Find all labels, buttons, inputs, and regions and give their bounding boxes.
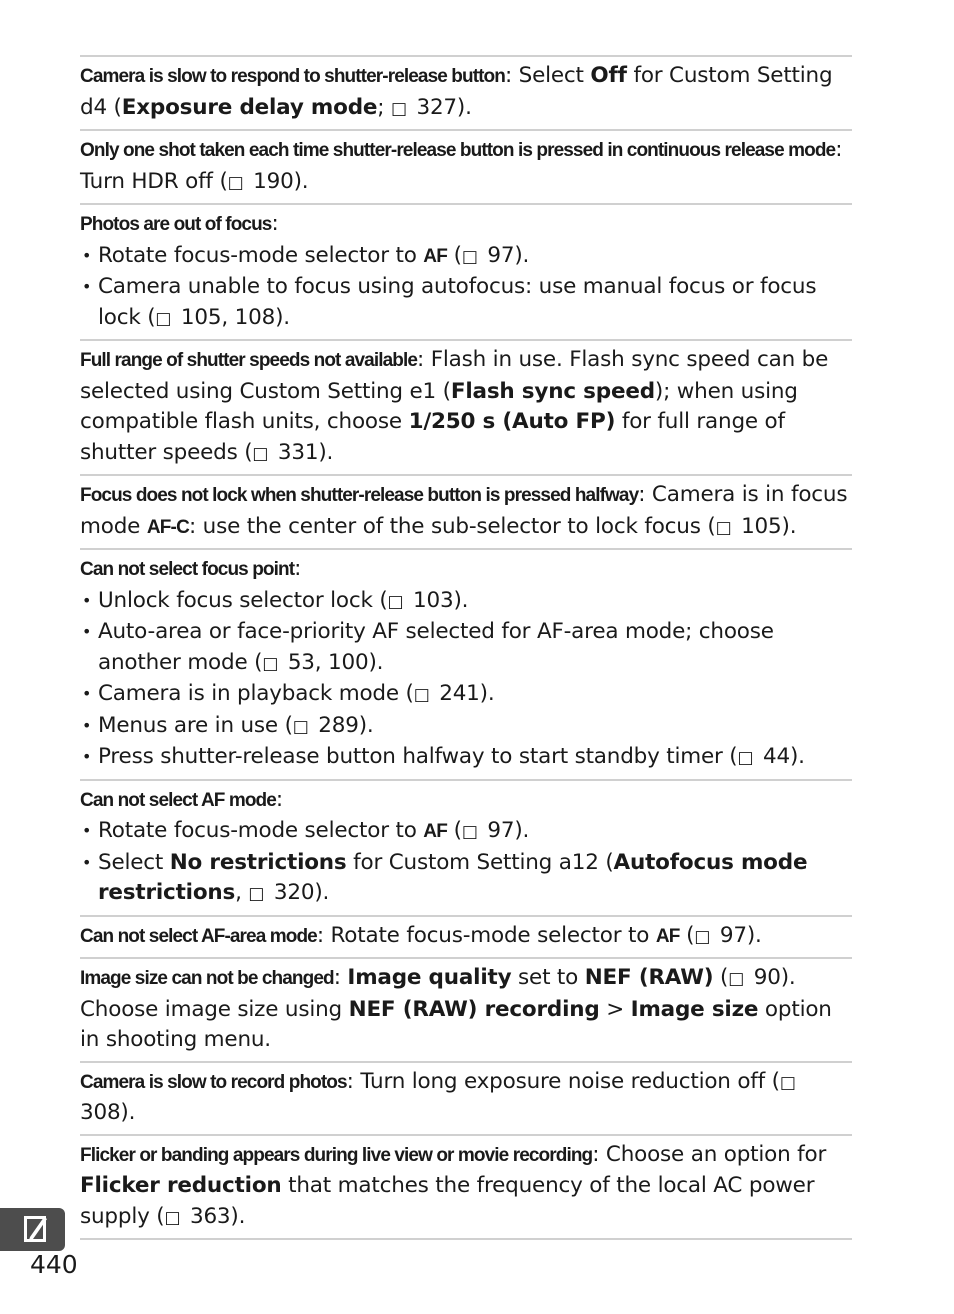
body-text: : use the center of the sub-selector to lock focus ( [189, 513, 716, 539]
body-text: 103). [406, 587, 469, 613]
body-text: 190). [246, 168, 309, 194]
entry-heading: Can not select AF mode [80, 789, 276, 811]
troubleshooting-entry [80, 1061, 852, 1134]
entry-heading: Camera is slow to record photos [80, 1071, 347, 1093]
bold-term: NEF (RAW) recording [348, 996, 600, 1022]
entry-paragraph [80, 61, 852, 124]
entry-heading: Focus does not lock when shutter-release button is pressed halfway [80, 485, 639, 506]
body-text: Rotate focus-mode selector to [98, 818, 424, 843]
manual-page-reference-icon: □ [413, 685, 430, 705]
manual-page-reference-icon: □ [461, 822, 478, 842]
bullet-list [80, 241, 852, 335]
body-text: : Choose an option for [592, 1141, 827, 1167]
body-text: : Camera is in focus mode [80, 482, 848, 539]
manual-page-reference-icon: □ [164, 1207, 181, 1228]
body-text: > [599, 996, 631, 1022]
entry-paragraph [80, 345, 852, 469]
body-text: 327). [409, 94, 472, 120]
manual-page-reference-icon: □ [390, 98, 407, 119]
entry-paragraph [80, 785, 852, 817]
body-text: Unlock focus selector lock ( [98, 587, 388, 613]
manual-page-reference-icon: □ [262, 653, 279, 674]
entry-heading: Camera is slow to respond to shutter-release button [80, 66, 505, 87]
body-text: : [333, 965, 348, 990]
troubleshooting-entry [80, 339, 852, 474]
bold-term: Flash sync speed [450, 378, 655, 404]
manual-page-reference-icon: □ [227, 172, 244, 193]
bullet-item [80, 711, 852, 743]
bold-term: 1/250 s (Auto FP) [408, 409, 616, 434]
body-text: Press shutter-release button halfway to start standby timer ( [98, 744, 738, 769]
body-text: ( [447, 242, 462, 268]
manual-page-reference-icon: □ [715, 517, 732, 538]
body-text: : Select [504, 63, 591, 88]
manual-page-reference-icon: □ [694, 926, 711, 947]
bold-term: No restrictions [169, 849, 347, 875]
troubleshooting-entry [80, 129, 852, 203]
body-text: 97). [480, 818, 530, 843]
bold-term: Image size [630, 996, 759, 1022]
body-text: : Turn HDR off ( [80, 137, 843, 194]
bold-term: Flicker reduction [80, 1173, 282, 1198]
troubleshooting-entry [80, 548, 852, 779]
body-text: 53, 100). [281, 649, 384, 675]
troubleshooting-entry [80, 915, 852, 958]
manual-page-reference-icon: □ [737, 748, 754, 768]
manual-page-reference-icon: □ [387, 591, 404, 612]
pencil-note-icon [0, 1208, 65, 1251]
bullet-item [80, 617, 852, 679]
body-text: ; [377, 94, 391, 120]
entry-heading: Image size can not be changed [80, 968, 334, 989]
body-text: 97). [713, 922, 762, 948]
body-text: 241). [432, 681, 495, 706]
body-text: ( [679, 922, 695, 948]
troubleshooting-entry [80, 203, 852, 339]
bullet-item [80, 272, 852, 334]
bold-term: Image quality [347, 965, 512, 990]
manual-page-reference-icon: □ [728, 969, 745, 989]
pencil-note-icon-graphic [0, 1208, 65, 1251]
troubleshooting-entry [80, 55, 852, 129]
manual-page-reference-icon: □ [248, 884, 265, 904]
body-text: Auto-area or face-priority AF selected for AF-area mode; choose another mode ( [98, 619, 774, 675]
troubleshooting-entry [80, 1134, 852, 1241]
entry-heading: Can not select AF-area mode [80, 925, 317, 947]
bullet-item [80, 241, 852, 273]
body-text: set to [511, 965, 585, 990]
manual-page-reference-icon: □ [155, 308, 172, 329]
body-text: Rotate focus-mode selector to [98, 242, 424, 268]
body-text: : [271, 211, 279, 236]
body-text: 289). [311, 712, 374, 738]
entry-paragraph [80, 963, 852, 1056]
body-text: for full range of shutter speeds ( [80, 409, 785, 465]
entry-heading: Photos are out of focus [80, 214, 272, 235]
entry-heading: Flicker or banding appears during live view or movie recording [80, 1144, 593, 1166]
bullet-item [80, 848, 852, 910]
body-text: option in shooting menu. [80, 996, 832, 1052]
body-text: ( [713, 965, 729, 990]
entry-paragraph [80, 1067, 852, 1129]
bullet-list [80, 586, 852, 774]
entry-paragraph [80, 1140, 852, 1234]
manual-page-reference-icon: □ [461, 246, 478, 267]
body-text: 105, 108). [174, 304, 290, 330]
troubleshooting-entry [80, 957, 852, 1061]
body-text: that matches the frequency of the local AC power supply ( [80, 1173, 815, 1229]
body-text: Camera unable to focus using autofocus: use manual focus or focus lock ( [98, 274, 817, 330]
page-number: 440 [30, 1250, 78, 1279]
body-text: 97). [480, 242, 530, 268]
body-text: 90). Choose image size using [80, 965, 796, 1022]
bold-term: Off [590, 63, 627, 88]
body-text: , [235, 880, 249, 905]
entry-heading: Only one shot taken each time shutter-release button is pressed in continuous release mode [80, 140, 836, 161]
bullet-item [80, 586, 852, 618]
entry-heading: Can not select focus point [80, 559, 295, 580]
body-text: Camera is in playback mode ( [98, 681, 414, 706]
manual-page-reference-icon: □ [252, 443, 269, 464]
body-text: for Custom Setting d4 ( [80, 63, 833, 120]
bullet-list [80, 816, 852, 910]
mode-label: AF [423, 821, 448, 842]
body-text: ( [447, 818, 462, 843]
bold-term: Exposure delay mode [121, 94, 378, 120]
manual-page-reference-icon: □ [292, 716, 309, 737]
bullet-item [80, 742, 852, 774]
body-text: 44). [756, 744, 805, 769]
bullet-item [80, 679, 852, 711]
manual-page-reference-icon: □ [779, 1072, 796, 1093]
mode-label: AF [423, 245, 448, 267]
body-text: Select [98, 849, 170, 875]
body-text: 105). [734, 513, 797, 539]
entry-paragraph [80, 135, 852, 198]
bullet-item [80, 816, 852, 848]
body-text: : Rotate focus-mode selector to [316, 922, 656, 948]
entry-paragraph [80, 921, 852, 953]
body-text: : Flash in use. Flash sync speed can be selected using Custom Setting e1 ( [80, 347, 829, 404]
body-text: Menus are in use ( [98, 712, 293, 738]
body-text: 320). [267, 880, 330, 905]
body-text: 363). [183, 1203, 246, 1229]
mode-label: AF-C [146, 516, 189, 538]
troubleshooting-entry [80, 474, 852, 548]
entry-paragraph [80, 480, 852, 543]
entry-paragraph [80, 554, 852, 586]
body-text: : [294, 556, 302, 581]
mode-label: AF [655, 925, 680, 947]
body-text: for Custom Setting a12 ( [346, 849, 614, 875]
body-text: 308). [80, 1100, 136, 1125]
bold-term: NEF (RAW) [584, 965, 714, 990]
entry-heading: Full range of shutter speeds not available [80, 350, 418, 371]
troubleshooting-list [80, 55, 852, 1240]
entry-paragraph [80, 209, 852, 241]
bold-term: Autofocus mode restrictions [98, 849, 808, 905]
body-text: ); when using compatible flash units, choose [80, 378, 798, 434]
body-text: : Turn long exposure noise reduction off ( [346, 1068, 780, 1094]
troubleshooting-entry [80, 779, 852, 915]
body-text: 331). [271, 439, 334, 465]
body-text: : [275, 786, 283, 812]
